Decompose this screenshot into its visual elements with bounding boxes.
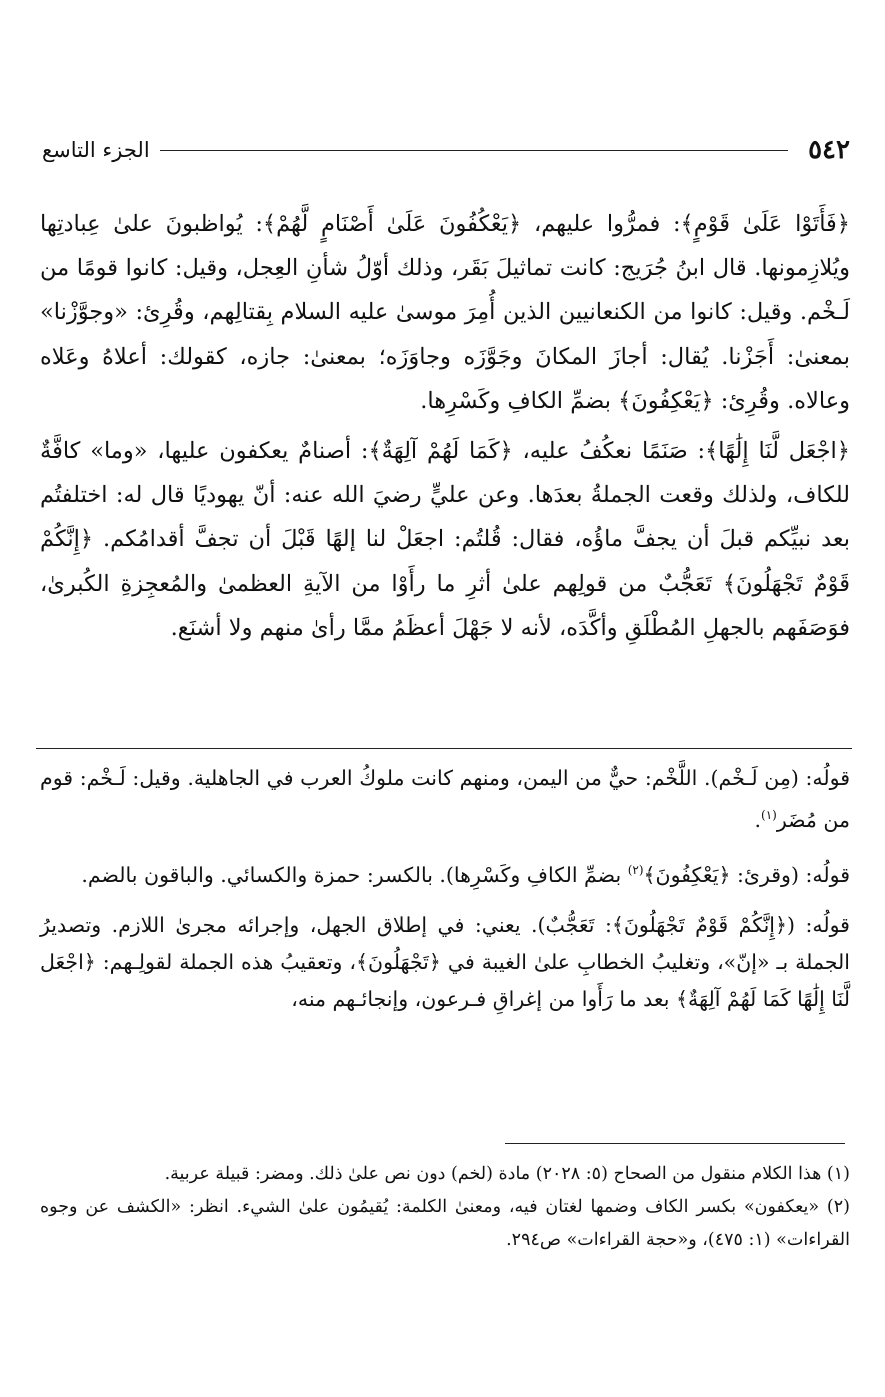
main-commentary [40,202,850,650]
gloss-note-1 [40,760,850,839]
header-rule [160,150,788,151]
footnote-2: (٢) «يعكفون» بكسر الكاف وضمها لغتان فيه، ومعنىٰ الكلمة: يُقيمُون علىٰ الشيء. انظر: «الكشف عن وجوه القراءات» (١: ٤٧٥)، و«حجة القراءات» ص٢٩٤. [40,1197,850,1250]
gloss-note-1-end: . [754,807,761,832]
main-paragraph-2: ﴿اجْعَل لَّنَا إِلَٰهًا﴾: صَنَمًا نعكُفُ عليه، ﴿كَمَا لَهُمْ آلِهَةٌ﴾: أصنامٌ يعكفون عليها، «وما» كافَّةٌ للكاف، ولذلك وقعت الجملةُ بعدَها. وعن عليٍّ رضيَ الله عنه: أنّ يهوديًا قال له: اختلفتُم بعد نبيِّكم قبلَ أن يجفَّ ماؤُه، فقال: قُلتُم: اجعَلْ لنا إلهًا قَبْلَ أن تجفَّ أقدامُكم. ﴿إِنَّكُمْ قَوْمٌ تَجْهَلُونَ﴾ تَعَجُّبٌ من قولِهم علىٰ أثرِ ما رأَوْا من الآيةِ العظمىٰ والمُعجِزةِ الكُبرىٰ، فوَصَفَهم بالجهلِ المُطْلَقِ وأكَّدَه، لأنه لا جَهْلَ أعظَمُ ممَّا رأىٰ منهم ولا أشنَع. [40,438,850,641]
footnotes [40,1158,850,1257]
gloss-note-1-text: قولُه: (مِن لَـخْم). اللَّخْم: حيٌّ من اليمن، ومنهم كانت ملوكُ العرب في الجاهلية. وقيل: لَـخْم: قوم من مُضَر [40,766,850,832]
gloss-note-2-text-a: قولُه: (وقرئ: ﴿يَعْكِفُونَ﴾ [643,862,850,887]
footnote-rule [505,1143,845,1144]
gloss-note-2-text-b: بضمِّ الكافِ وكَسْرِها). بالكسر: حمزة والكسائي. والباقون بالضم. [81,862,628,887]
gloss-notes [40,760,850,1031]
gloss-note-2 [40,852,850,894]
page-number: ٥٤٢ [808,135,850,165]
section-separator [36,748,852,749]
main-paragraph-1: ﴿فَأَتَوْا عَلَىٰ قَوْمٍ﴾: فمرُّوا عليهم، ﴿يَعْكُفُونَ عَلَىٰ أَصْنَامٍ لَّهُمْ﴾: يُواظبونَ علىٰ عِبادتِها ويُلازِمونها. قال ابنُ جُرَيج: كانت تماثيلَ بَقَر، وذلك أوّلُ شأنِ العِجل، وقيل: كانوا قومًا من لَـخْم. وقيل: كانوا من الكنعانيين الذين أُمِرَ موسىٰ عليه السلام بِقتالِهم، وقُرِئ: «وجوَّزْنا» بمعنىٰ: أَجَزْنا. يُقال: أجازَ المكانَ وجَوَّزَه وجاوَزَه؛ بمعنىٰ: جازه، كقولك: أعلاهُ وعَلاه وعالاه. وقُرِئ: ﴿يَعْكِفُونَ﴾ بضمِّ الكافِ وكَسْرِها. [40,211,850,414]
gloss-note-3: قولُه: (﴿إِنَّكُمْ قَوْمٌ تَجْهَلُونَ﴾: تَعَجُّبٌ). يعني: في إطلاق الجهل، وإجرائه مجرىٰ اللازم. وتصديرُ الجملة بـ «إنّ»، وتغليبُ الخطابِ علىٰ الغيبة في ﴿تَجْهَلُونَ﴾، وتعقيبُ هذه الجملة لقولِـهم: ﴿اجْعَل لَّنَا إِلَٰهًا كَمَا لَهُمْ آلِهَةٌ﴾ بعد ما رَأَوا من إغراقِ فـرعون، وإنجائـهم منه، [40,912,850,1011]
footnote-ref-1: (١) [761,808,777,822]
footnote-1: (١) هذا الكلام منقول من الصحاح (٥: ٢٠٢٨) مادة (لخم) دون نص علىٰ ذلك. ومضر: قبيلة عربية. [164,1164,850,1184]
footnote-ref-2: (٢) [627,862,644,877]
running-header [42,130,850,170]
running-title: الجزء التاسع [42,138,150,162]
